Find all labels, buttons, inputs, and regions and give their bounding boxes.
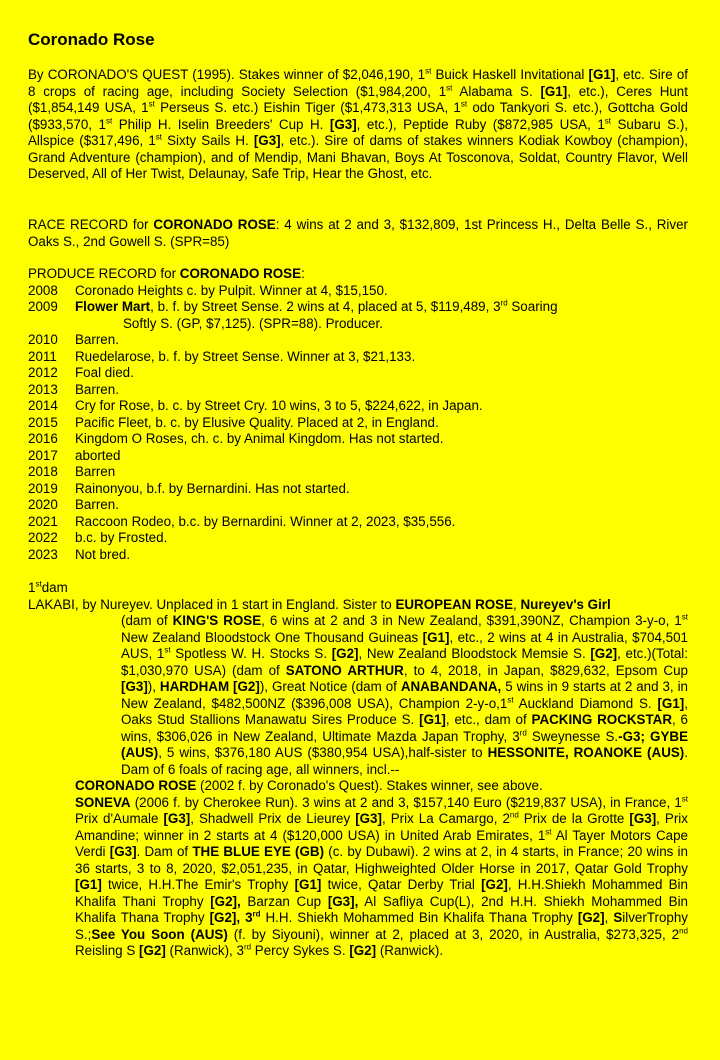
first-dam-label: 1stdam: [28, 579, 68, 595]
produce-row: 2018 Barren: [28, 464, 116, 479]
produce-row: 2020 Barren.: [28, 497, 119, 512]
produce-row-continuation: Softly S. (GP, $7,125). (SPR=88). Producer.: [123, 315, 383, 331]
produce-row: 2010 Barren.: [28, 332, 119, 347]
page-title: Coronado Rose: [28, 30, 155, 49]
first-dam-body: (dam of KING'S ROSE, 6 wins at 2 and 3 in New Zealand, $391,390NZ, Champion 3-y-o, 1st New Zealand Bloodstock One Thousand Guineas [G1], etc., 2 wins at 4 in Australia, $704,501 AUS, 1st Spotless W. H. Stocks S. [G2], New Zealand Bloodstock Memsie S. [G2], etc.)(Total: $1,030,970 USA) (dam of SATONO ARTHUR, to 4, 2018, in Japan, $829,632, Epsom Cup [G3]), HARDHAM [G2]), Great Notice (dam of ANABANDANA, 5 wins in 9 starts at 2 and 3, in New Zealand, $482,500NZ ($396,008 USA), Champion 2-y-o,1st Auckland Diamond S. [G1], Oaks Stud Stallions Manawatu Sires Produce S. [G1], etc., dam of PACKING ROCKSTAR, 6 wins, $306,026 in New Zealand, Ultimate Mazda Japan Trophy, 3rd Sweynesse S.-G3; GYBE (AUS), 5 wins, $376,180 AUS ($380,954 USA),half-sister to HESSONITE, ROANOKE (AUS). Dam of 6 foals of racing age, all winners, incl.--: [121, 612, 689, 777]
first-dam-lead: LAKABI, by Nureyev. Unplaced in 1 start in England. Sister to EUROPEAN ROSE, Nureyev's Girl: [28, 596, 611, 612]
produce-row: 2011 Ruedelarose, b. f. by Street Sense. Winner at 3, $21,133.: [28, 348, 416, 364]
produce-row: 2023 Not bred.: [28, 546, 131, 562]
first-dam-section: [28, 580, 688, 960]
produce-row: 2021 Raccoon Rodeo, b.c. by Bernardini. Winner at 2, 2023, $35,556.: [28, 513, 456, 529]
produce-record: [28, 266, 688, 563]
produce-row: 2022 b.c. by Frosted.: [28, 530, 168, 545]
produce-row: 2008 Coronado Heights c. by Pulpit. Winner at 4, $15,150.: [28, 282, 388, 298]
produce-row: 2015 Pacific Fleet, b. c. by Elusive Quality. Placed at 2, in England.: [28, 414, 439, 430]
produce-row: 2019 Rainonyou, b.f. by Bernardini. Has not started.: [28, 480, 350, 496]
produce-row: 2012 Foal died.: [28, 365, 134, 380]
produce-row: 2017 aborted: [28, 447, 121, 463]
sire-paragraph: By CORONADO'S QUEST (1995). Stakes winner of $2,046,190, 1st Buick Haskell Invitational [G1], etc. Sire of 8 crops of racing age, including Society Selection ($1,984,200, 1st Alabama S. [G1], etc.), Ceres Hunt ($1,854,149 USA, 1st Perseus S. etc.) Eishin Tiger ($1,473,313 USA, 1st odo Tankyori S. etc.), Gottcha Gold ($933,570, 1st Philip H. Iselin Breeders' Cup H. [G3], etc.), Peptide Ruby ($872,985 USA, 1st Subaru S.), Allspice ($317,496, 1st Sixty Sails H. [G3], etc.). Sire of dams of stakes winners Kodiak Kowboy (champion), Grand Adventure (champion), and of Mendip, Mani Bhavan, Boys At Tosconova, Soldat, Country Flavor, Well Deserved, All of Her Twist, Delaunay, Safe Trip, Hear the Ghost, etc.: [28, 66, 689, 181]
produce-row: 2013 Barren.: [28, 381, 119, 397]
produce-row: 2016 Kingdom O Roses, ch. c. by Animal Kingdom. Has not started.: [28, 431, 444, 446]
offspring-coronado-rose: CORONADO ROSE (2002 f. by Coronado's Quest). Stakes winner, see above.: [75, 778, 543, 793]
produce-row: 2009 Flower Mart, b. f. by Street Sense. 2 wins at 4, placed at 5, $119,489, 3rd Soaring: [28, 298, 558, 314]
race-record: RACE RECORD for CORONADO ROSE: 4 wins at 2 and 3, $132,809, 1st Princess H., Delta Belle S., River Oaks S., 2nd Gowell S. (SPR=85): [28, 217, 688, 249]
offspring-soneva: SONEVA (2006 f. by Cherokee Run). 3 wins at 2 and 3, $157,140 Euro ($219,837 USA), in France, 1st Prix d'Aumale [G3], Shadwell Prix de Lieurey [G3], Prix La Camargo, 2nd Prix de la Grotte [G3], Prix Amandine; winner in 2 starts at 4 ($120,000 USA) in United Arab Emirates, 1st Al Tayer Motors Cape Verdi [G3]. Dam of THE BLUE EYE (GB) (c. by Dubawi). 2 wins at 2, in 4 starts, in France; 20 wins in 36 starts, 3 to 8, 2020, $2,051,235, in Qatar, Highweighted Older Horse in 2017, Qatar Gold Trophy [G1] twice, H.H.The Emir's Trophy [G1] twice, Qatar Derby Trial [G2], H.H.Shiekh Mohammed Bin Khalifa Thani Trophy [G2], Barzan Cup [G3], Al Safliya Cup(L), 2nd H.H. Shiekh Mohammed Bin Khalifa Thana Trophy [G2], 3rd H.H. Shiekh Mohammed Bin Khalifa Thana Trophy [G2], SilverTrophy S.;See You Soon (AUS) (f. by Siyouni), winner at 2, placed at 3, 2020, in Australia, $273,325, 2nd Reisling S [G2] (Ranwick), 3rd Percy Sykes S. [G2] (Ranwick).: [75, 794, 688, 958]
produce-record-heading: PRODUCE RECORD for CORONADO ROSE:: [28, 266, 305, 281]
produce-row: 2014 Cry for Rose, b. c. by Street Cry. 10 wins, 3 to 5, $224,622, in Japan.: [28, 398, 483, 413]
